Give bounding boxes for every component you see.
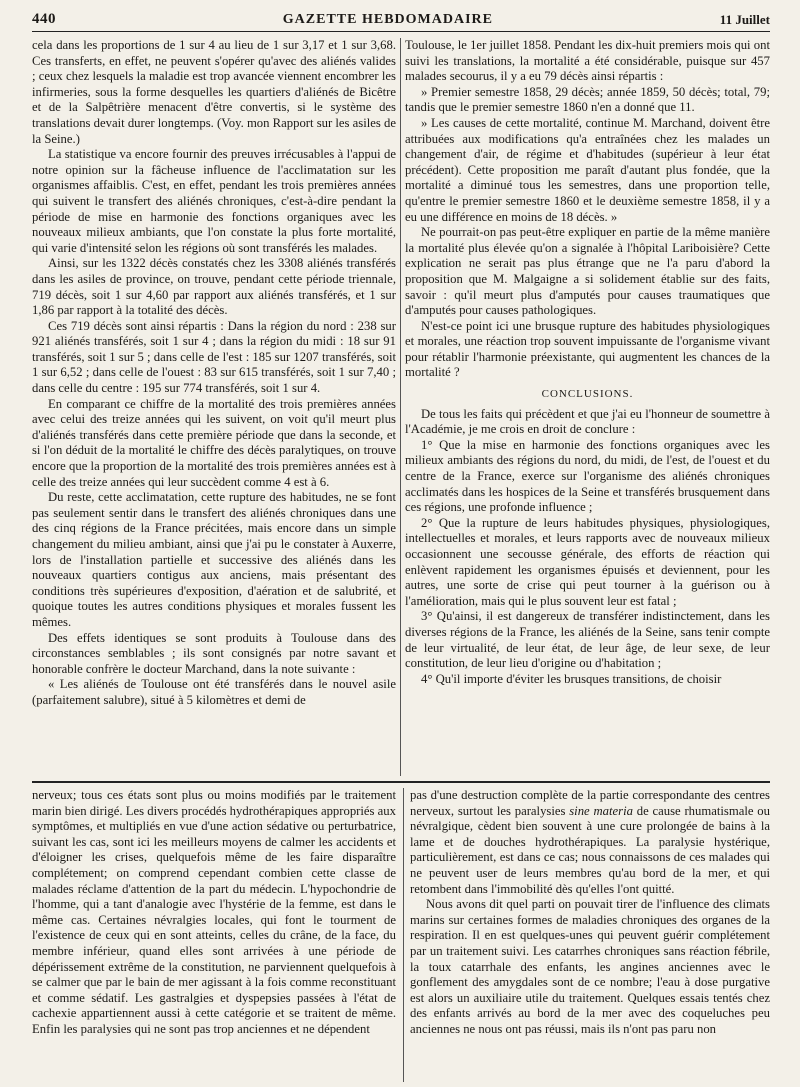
page-number: 440 xyxy=(32,11,56,27)
journal-title: GAZETTE HEBDOMADAIRE xyxy=(282,12,493,27)
conclusion-item: 4° Qu'il importe d'éviter les brusques transitions, de choisir xyxy=(421,671,722,686)
top-right-column xyxy=(405,38,770,776)
quoted-paragraph: » Premier semestre 1858, 29 décès; année 1859, 50 décès; total, 79; tandis que le premier semestre 1860 n'en a donné que 11. xyxy=(405,84,770,115)
conclusion-item: 1° Que la mise en harmonie des fonctions organiques avec les milieux ambiants des régions du nord, du midi, de l'est, de l'ouest et du centre de la France, exerce sur l'organisme des aliénés chroniques acclimatés dans les hospices de la Seine et transférés brusquement dans ces régions, une profonde influence ; xyxy=(405,437,770,515)
column-divider xyxy=(403,788,404,1082)
conclusion-item: 2° Que la rupture de leurs habitudes physiques, physiologiques, intellectuelles et morales, et leurs rapports avec de nouveaux milieux occasionnent une secousse générale, des efforts de réaction qui enlèvent rapidement les organismes épuisés et deviennent, pour les autres, une sorte de crise qui peut tourner à la guérison ou à l'amélioration, mais qui le plus souvent leur est fatal ; xyxy=(405,515,770,608)
top-left-column xyxy=(32,38,396,776)
conclusions-heading: CONCLUSIONS. xyxy=(541,388,634,401)
paragraph: De tous les faits qui précèdent et que j'ai eu l'honneur de soumettre à l'Académie, je me crois en droit de conclure : xyxy=(405,406,770,437)
text-run: pas d'une destruction complète de la partie correspondante des centres nerveux, surtout les paralysies xyxy=(410,788,770,818)
paragraph: Des effets identiques se sont produits à Toulouse dans des circonstances semblables ; ils sont consignés par notre savant et honorable confrère le docteur Marchand, dans la note suivante : xyxy=(32,630,396,676)
issue-date: 11 Juillet xyxy=(719,12,770,27)
paragraph: Nous avons dit quel parti on pouvait tirer de l'influence des climats marins sur certaines formes de maladies chroniques des organes de la respiration. Il en est quelques-unes qui peuvent guérir complétement par un traitement suivi. Les catarrhes chroniques sans réaction fébrile, la toux catarrhale des enfants, les angines anciennes avec le gonflement des amygdales sont de ce nombre; l'eau à dose purgative est alors un auxiliaire utile du traitement. Quelques essais tentés chez des enfants arrivés au bord de la mer avec des coqueluches peu anciennes ne nous ont pas réussi, mais ils n'ont pas paru non xyxy=(410,897,770,1036)
paragraph: nerveux; tous ces états sont plus ou moins modifiés par le traitement marin bien dirigé. Les divers procédés hydrothérapiques appropriés aux symptômes, et multipliés en vue d'une action sédative ou perturbatrice, suivant les cas, sont ici les meilleurs moyens de calmer les accidents et d'éloigner les crises, quelquefois même de les faire disparaître complétement; on comprend cependant combien cette classe de malades réclame d'attention de la part du médecin. L'hypochondrie de l'homme, qui a tant d'analogie avec l'hystérie de la femme, est dans le même cas. Certaines névralgies locales, qui font le tourment de l'existence de ceux qui en sont atteints, celles du crâne, de la face, du membre inférieur, quand elles sont arrivées à une période de dépérissement extrême de la constitution, ne parviennent quelquefois à se calmer que par le bain de mer agissant à la fois comme reconstituant et comme sédatif. Les gastralgies et dyspepsies passées à l'état de cachexie appartiennent aussi à cette catégorie et se traitent de même. Enfin les paralysies qui ne sont pas trop anciennes et ne dépendent xyxy=(32,788,396,1036)
paragraph: Toulouse, le 1er juillet 1858. Pendant les dix-huit premiers mois qui ont suivi les translations, la mortalité a été considérable, puisque sur 457 malades secourus, il y a eu 79 décès ainsi répartis : xyxy=(405,38,770,84)
paragraph: cela dans les proportions de 1 sur 4 au lieu de 1 sur 3,17 et 1 sur 3,68. Ces transferts, en effet, ne peuvent s'opérer qu'avec des aliénés valides ; ceux chez lesquels la maladie est trop avancée viennent encombrer les infirmeries, sous la forme desquelles les quartiers d'aliénés de Bicêtre et de la Salpêtrière menacent d'être convertis, si le système des translations devait durer longtemps. (Voy. mon Rapport sur les asiles de la Seine.) xyxy=(32,38,396,146)
paragraph xyxy=(410,788,770,897)
italic-term: sine materia xyxy=(569,803,633,818)
paragraph: En comparant ce chiffre de la mortalité des trois premières années avec celui des treize années qui les suivent, on voit qu'il meurt plus d'aliénés transférés dans cette première période que dans la seconde, et si l'on déduit de la mortalité le chiffre des décès paralytiques, on trouve encore que la proportion de la mortalité des trois premières années est à celle des treize années qui leur succèdent comme 4 est à 6. xyxy=(32,396,396,489)
bottom-right-column xyxy=(410,788,770,1082)
paragraph: N'est-ce point ici une brusque rupture des habitudes physiologiques et morales, une réaction trop souvent impuissante de l'organisme vivant pour rétablir l'harmonie préexistante, qui augmentent les chances de la mortalité ? xyxy=(405,318,770,380)
paragraph: Ainsi, sur les 1322 décès constatés chez les 3308 aliénés transférés dans les asiles de province, on trouve, pendant cette période triennale, 719 décès, soit 1 sur 4,60 par rapport aux aliénés transférés, et 1 sur 1,86 par rapport à la totalité des décès. xyxy=(32,256,396,318)
paragraph: Ces 719 décès sont ainsi répartis : Dans la région du nord : 238 sur 921 aliénés transférés, soit 1 sur 4 ; dans la région du midi : 18 sur 91 transférés, soit 1 sur 5 ; dans celle de l'est : 185 sur 1207 transférés, soit 1 sur 6,52 ; dans celle de l'ouest : 83 sur 615 transférés, soit 1 sur 7,40 ; dans celle du centre : 195 sur 774 transférés, soit 1 sur 4. xyxy=(32,318,396,396)
paragraph: Ne pourrait-on pas peut-être expliquer en partie de la même manière la mortalité plus élevée qu'on a signalée à l'hôpital Lariboisière? Cette explication ne serait pas plus étrange que ne l'a paru d'abord la proposition que M. Malgaigne a si solidement établie sur des faits, savoir : qu'il meurt plus d'amputés pour causes traumatiques que d'amputés pour causes pathologiques. xyxy=(405,225,770,318)
quoted-paragraph: » Les causes de cette mortalité, continue M. Marchand, doivent être attribuées aux modifications qu'a entraînées chez les malades un changement d'air, de régime et d'habitudes (supérieur à leur état précédent). Cette proposition me paraît d'autant plus fondée, que la mortalité a diminué tous les semestres, dans une proportion telle, qu'entre le premier semestre 1860 et le deuxième semestre 1858, il y a eu une différence en moins de 18 décès. » xyxy=(405,115,770,224)
quoted-paragraph: « Les aliénés de Toulouse ont été transférés dans le nouvel asile (parfaitement salubre), situé à 5 kilomètres et demi de xyxy=(32,677,396,707)
paragraph: Du reste, cette acclimatation, cette rupture des habitudes, ne se font pas seulement sentir dans le transfert des aliénés chroniques dans une des cinq régions de la France précitées, mais encore dans un simple changement du milieu ambiant, ainsi que j'ai pu le constater à Auxerre, lors de l'installation partielle et successive des aliénés dans les nouveaux quartiers contigus aux anciens, mais présentant des conditions très supérieures d'exposition, d'aération et de salubrité, et quoique toutes les autres conditions physiques et morales fussent les mêmes. xyxy=(32,490,396,629)
section-divider xyxy=(32,781,770,783)
conclusion-item: 3° Qu'ainsi, il est dangereux de transférer indistinctement, dans les diverses régions de la France, les aliénés de la Seine, sans tenir compte de leur virtualité, de leur état, de leur âge, de leur sexe, de leur constitution, de leur lieu d'origine ou d'habitation ; xyxy=(405,609,770,671)
bottom-left-column xyxy=(32,788,396,1082)
page-header xyxy=(32,6,770,32)
column-divider xyxy=(400,38,401,776)
text-run: de cause rhumatismale ou névralgique, cèdent bien souvent à une cure prolongée de bains à la lame et de douches hydrothérapiques. La paralysie hystérique, particulièrement, est dans ce cas; nous connaissons de ces malades qui ne peuvent user de leurs membres qu'au bord de la mer, et qui retombent dans l'immobilité dès qu'elles l'ont quitté. xyxy=(410,803,770,896)
paragraph: La statistique va encore fournir des preuves irrécusables à l'appui de notre opinion sur la fâcheuse influence de l'acclimatation sur les organismes affaiblis. C'est, en effet, pendant les trois premières années qui suivent le transfert des aliénés chroniques, c'est-à-dire pendant la période de mise en harmonie des fonctions organiques avec les nouveaux milieux ambiants, que l'on constate la plus forte mortalité, qui varie d'intensité selon les régions où sont transférés les malades. xyxy=(32,147,396,255)
